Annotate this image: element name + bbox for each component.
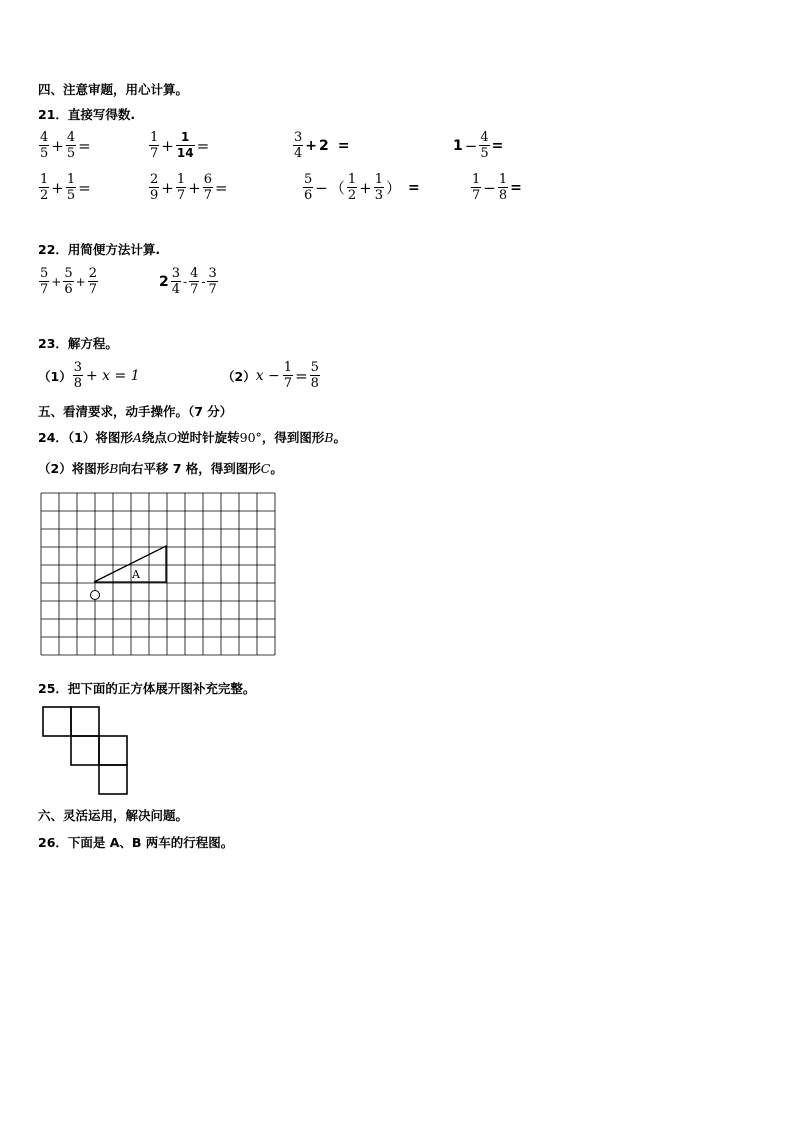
net-square-5 <box>99 765 127 794</box>
question-24-line-1: 24．（1）将图形A绕点O逆时针旋转90°，得到图形B。 <box>38 430 347 445</box>
question-25-title: 25．把下面的正方体展开图补充完整。 <box>38 681 256 696</box>
q22-expr-1: $\frac{5}{7}$ + $\frac{5}{6}$ + $\frac{2}{7}$ <box>40 266 97 297</box>
q21-expr-2: $\frac{1}{7}$ + $\frac{1}{14}$ = <box>150 130 210 161</box>
question-24-line-2: （2）将图形B向右平移 7 格，得到图形C。 <box>38 461 283 476</box>
q21-expr-3: $\frac{3}{4}$ + 2 = <box>294 130 350 161</box>
q21-expr-6: $\frac{2}{9}$ + $\frac{1}{7}$ + $\frac{6}{7}$ = <box>150 172 228 203</box>
net-square-1 <box>43 707 71 736</box>
q21-expr-8: $\frac{1}{7}$ − $\frac{1}{8}$ = <box>472 172 522 203</box>
q21-expr-4: 1 − $\frac{4}{5}$ = <box>453 130 504 161</box>
net-square-3 <box>71 736 99 765</box>
q21-expr-5: $\frac{1}{2}$ + $\frac{1}{5}$ = <box>40 172 91 203</box>
net-square-2 <box>71 707 99 736</box>
grid-lines <box>41 493 275 655</box>
question-21-title: 21．直接写得数. <box>38 107 136 122</box>
q21-expr-7: $\frac{5}{6}$ − （ $\frac{1}{2}$ + $\frac{1}{3}$ ） = <box>304 172 420 203</box>
cube-net-figure <box>40 705 132 797</box>
q21-expr-1: $\frac{4}{5}$ + $\frac{4}{5}$ = <box>40 130 91 161</box>
question-23-title: 23．解方程。 <box>38 336 118 351</box>
section-4-heading: 四、注意审题，用心计算。 <box>38 82 189 97</box>
section-6-heading: 六、灵活运用，解决问题。 <box>38 808 189 823</box>
triangle-a <box>94 546 166 582</box>
triangle-a-label: A <box>132 568 140 581</box>
section-5-heading: 五、看清要求，动手操作。（7 分） <box>38 404 233 419</box>
question-26-title: 26．下面是 A、B 两车的行程图。 <box>38 835 234 850</box>
q23-part-2: （2） x − $\frac{1}{7}$ = $\frac{5}{8}$ <box>222 360 319 391</box>
q24-grid-figure <box>40 492 276 658</box>
net-square-4 <box>99 736 127 765</box>
question-22-title: 22．用简便方法计算. <box>38 242 161 257</box>
point-o-icon <box>91 591 100 600</box>
q23-part-1: （1） $\frac{3}{8}$ + x = 1 <box>38 360 140 391</box>
q22-expr-2: 2 $\frac{3}{4}$ - $\frac{4}{7}$ - $\frac{3}{7}$ <box>159 266 217 297</box>
